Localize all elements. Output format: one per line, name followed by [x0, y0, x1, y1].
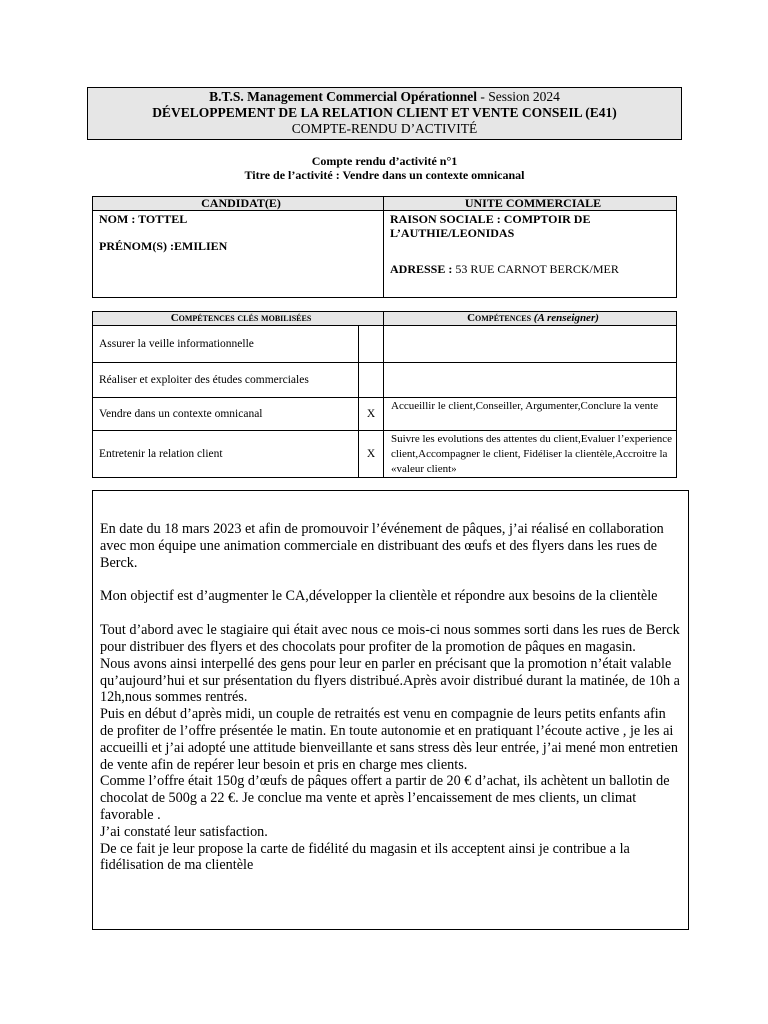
skill-name: Assurer la veille informationnelle [93, 326, 359, 363]
skills-details-header-note: (A renseigner) [533, 312, 599, 324]
report-paragraph: En date du 18 mars 2023 et afin de promouvoir l’événement de pâques, j’ai réalisé en collaboration avec mon équipe une animation commerciale en distribuant des œufs et des flyers dans les rues de Berck. [100, 521, 664, 571]
skill-mark [359, 326, 384, 363]
report-paragraph: J’ai constaté leur satisfaction. [100, 823, 268, 840]
activity-report [92, 490, 689, 930]
skills-details-header-label: Compétences [467, 312, 532, 324]
report-paragraph: Comme l’offre était 150g d’œufs de pâques offert a partir de 20 € d’achat, ils achètent un ballotin de chocolat de 500g a 22 €. Je conclue ma vente et après l’encaissement de mes clients, un climat favorable . [100, 773, 670, 823]
report-paragraph: Nous avons ainsi interpellé des gens pour leur en parler en précisant que la promotion n’était valable qu’aujourd’hui et sur présentation du flyers distribué.Après avoir distribué durant la matinée, de 10h a 12h,nous sommes rentrés. [100, 655, 680, 706]
skill-mark [359, 363, 384, 398]
exam-header [87, 87, 682, 140]
candidat-header: CANDIDAT(E) [93, 197, 384, 211]
skills-details-header [384, 312, 677, 326]
activity-title: Titre de l’activité : Vendre dans un contexte omnicanal [244, 168, 525, 182]
skill-details [384, 363, 677, 398]
adresse [390, 262, 676, 276]
header-line-1 [88, 89, 681, 105]
skill-row [93, 326, 677, 363]
skill-name: Entretenir la relation client [93, 431, 359, 478]
candidat-nom: NOM : TOTTEL [99, 212, 188, 226]
adresse-value: 53 RUE CARNOT BERCK/MER [455, 262, 619, 276]
skill-mark: X [359, 431, 384, 478]
skills-key-header: Compétences clés mobilisées [93, 312, 384, 326]
candidat-cell [93, 211, 384, 298]
skill-row [93, 363, 677, 398]
report-paragraph: Tout d’abord avec le stagiaire qui était avec nous ce mois-ci nous sommes sorti dans les rues de Berck pour distribuer des flyers et des chocolats pour profiter de la promotion de pâques en magasin. [100, 622, 680, 655]
adresse-label: ADRESSE : [390, 262, 456, 276]
skill-details [384, 326, 677, 363]
header-session: Session 2024 [488, 89, 560, 104]
unite-cell [384, 211, 677, 298]
skill-details: Suivre les evolutions des attentes du client,Evaluer l’experience client,Accompagner le client, Fidéliser la clientèle,Accroitre la «valeur client» [384, 431, 677, 478]
skill-row [93, 398, 677, 431]
skill-mark: X [359, 398, 384, 431]
skill-name: Vendre dans un contexte omnicanal [93, 398, 359, 431]
identity-table [92, 196, 677, 298]
candidat-prenom: PRÉNOM(S) :EMILIEN [99, 239, 228, 253]
skill-name: Réaliser et exploiter des études commerciales [93, 363, 359, 398]
header-epreuve: DÉVELOPPEMENT DE LA RELATION CLIENT ET VENTE CONSEIL (E41) [152, 105, 617, 120]
report-paragraph: Mon objectif est d’augmenter le CA,développer la clientèle et répondre aux besoins de la clientèle [100, 588, 658, 605]
header-doc-type: COMPTE-RENDU D’ACTIVITÉ [291, 121, 478, 136]
skill-details: Accueillir le client,Conseiller, Argumenter,Conclure la vente [384, 398, 677, 431]
skills-table [92, 311, 677, 478]
header-separator: - [477, 89, 489, 104]
skill-row [93, 431, 677, 478]
report-paragraph: Puis en début d’après midi, un couple de retraités est venu en compagnie de leurs petits enfants afin de profiter de l’offre présentée le matin. En toute autonomie et en pratiquant l’écoute active , je les ai accueilli et j’ai adopté une attitude bienveillante et sans stress dès leur entrée, j’ai mené mon entretien de vente afin de repérer leur besoin et pris en charge mes clients. [100, 706, 678, 773]
report-paragraph: De ce fait je leur propose la carte de fidélité du magasin et ils acceptent ainsi je contribue a la fidélisation de ma clientèle [100, 840, 630, 874]
unite-header: UNITE COMMERCIALE [384, 197, 677, 211]
compte-rendu-number: Compte rendu d’activité n°1 [311, 154, 458, 168]
header-bts-title: B.T.S. Management Commercial Opérationnel [209, 89, 478, 104]
raison-sociale: RAISON SOCIALE : COMPTOIR DE L’AUTHIE/LEONIDAS [390, 212, 591, 240]
